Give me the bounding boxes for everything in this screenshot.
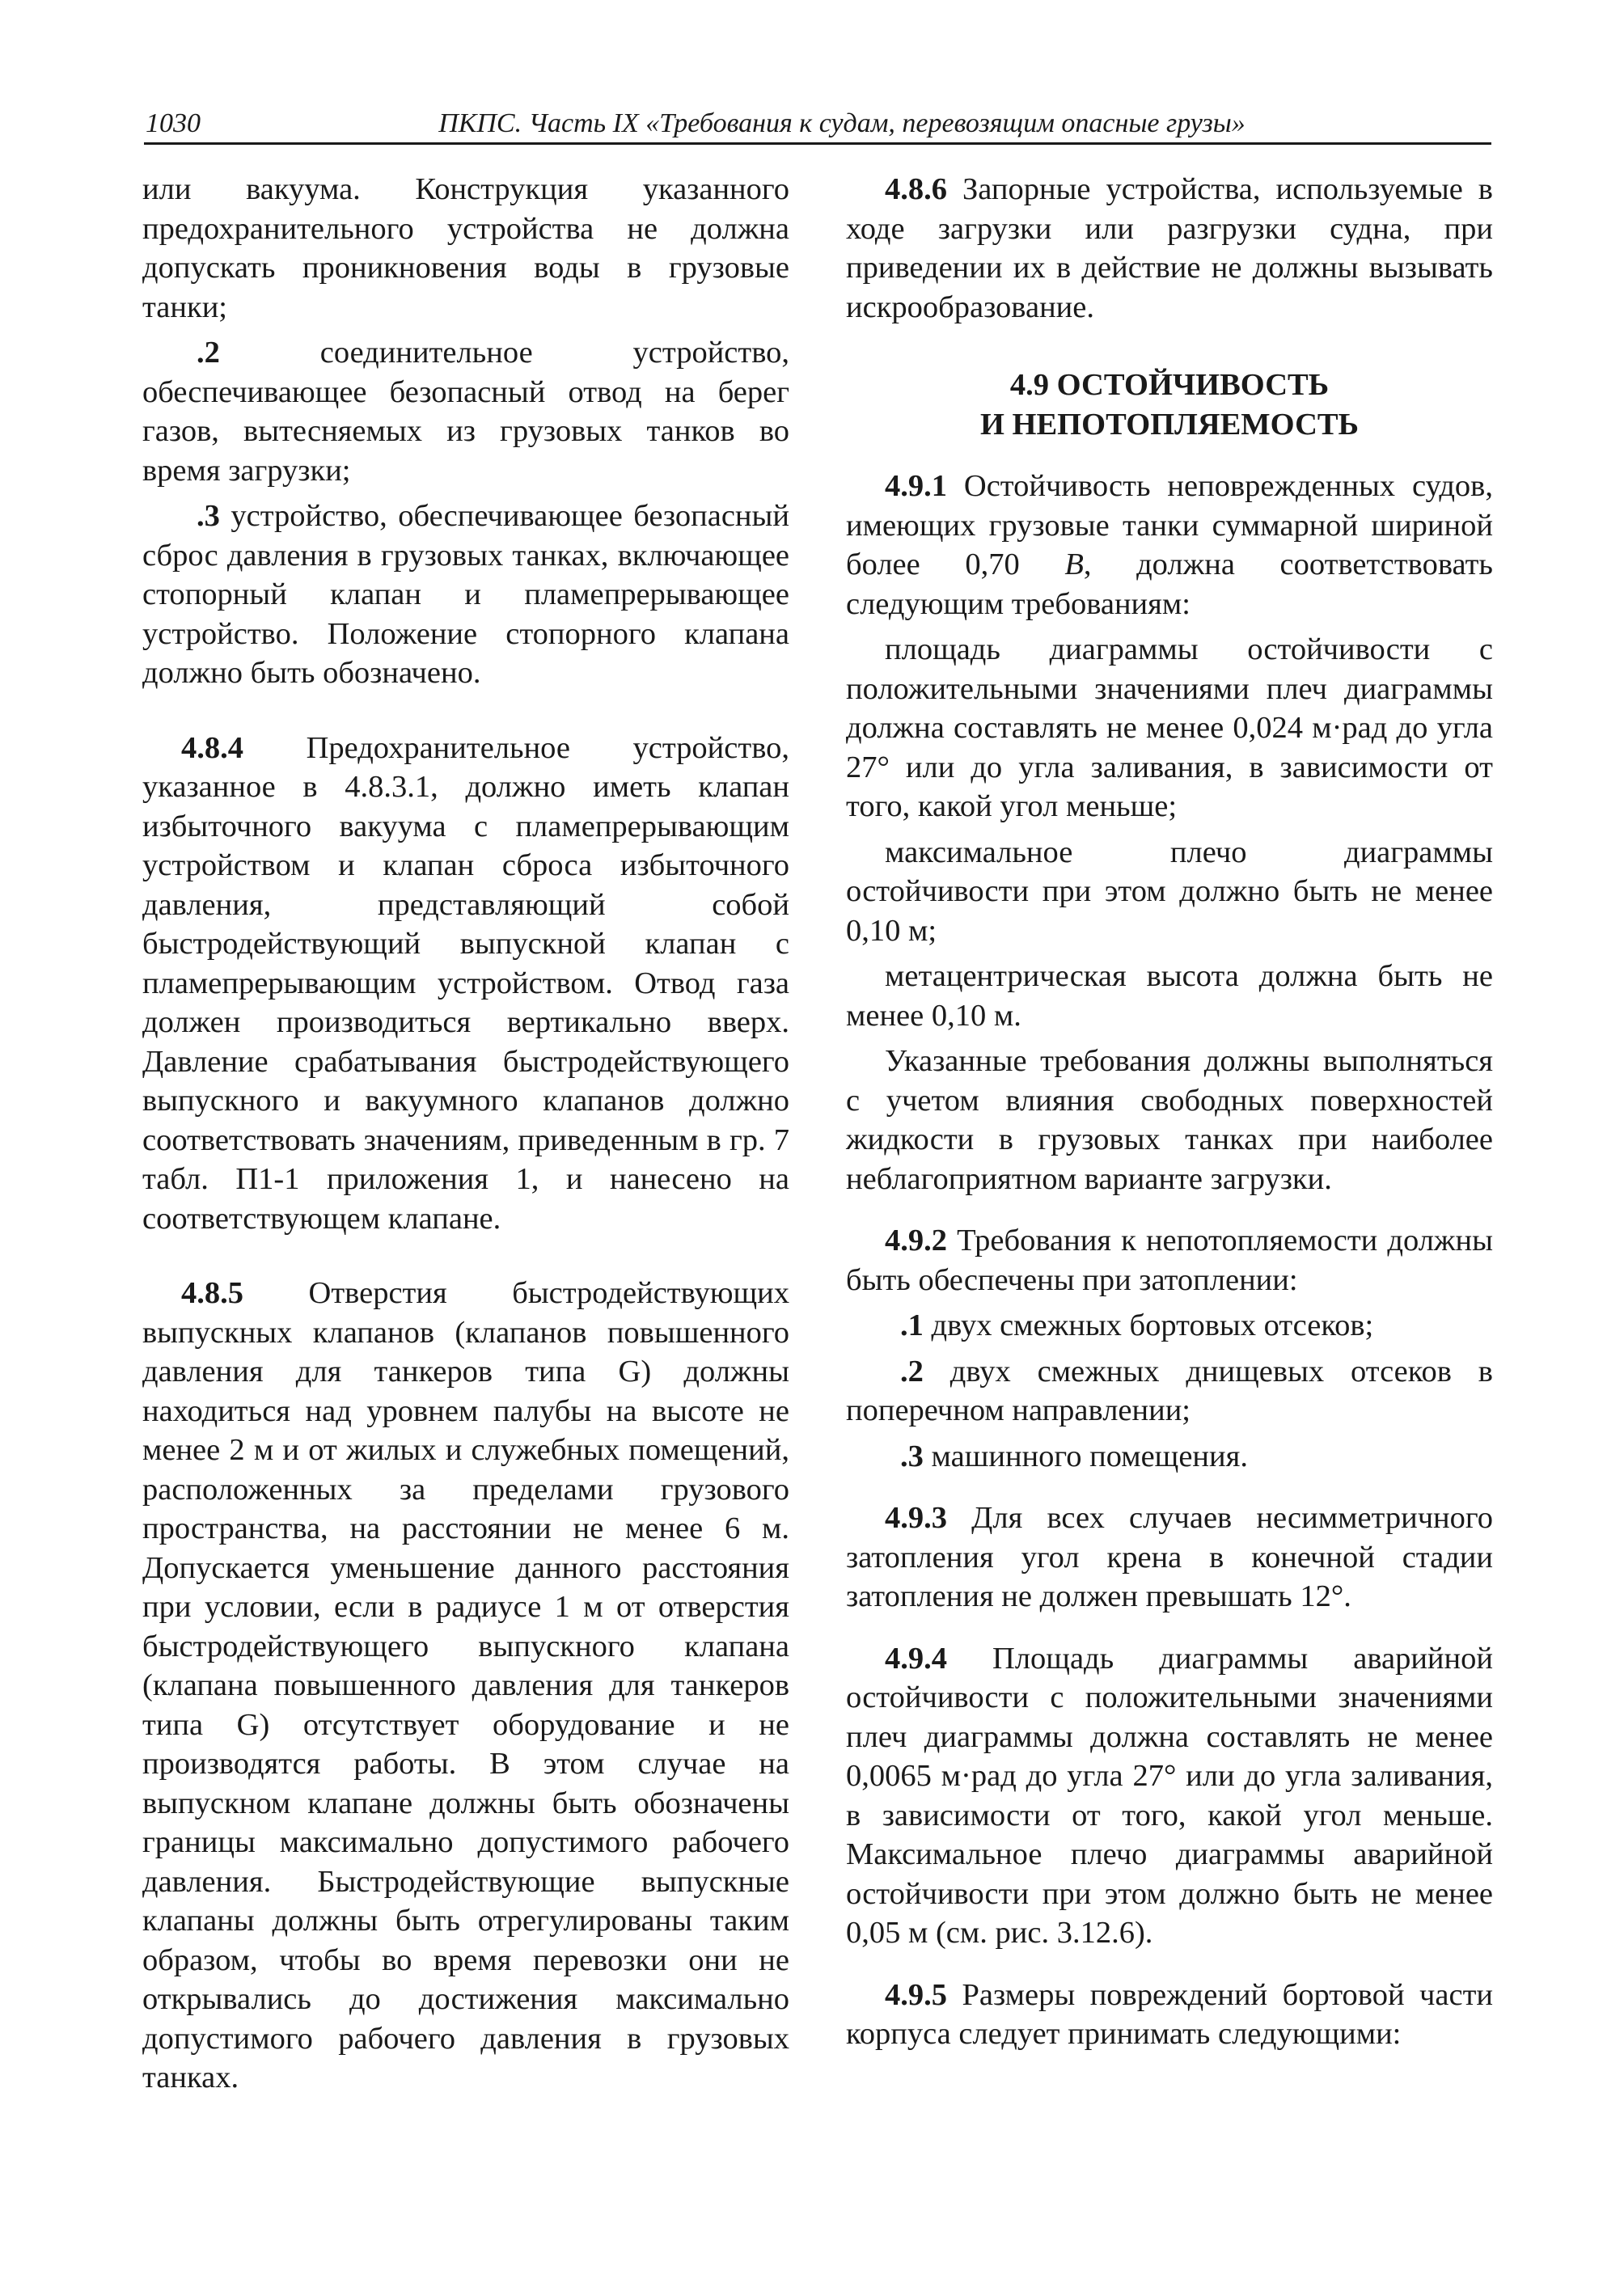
requirement: максимальное плечо диаграммы остойчивости при этом должно быть не менее 0,10 м; [846, 835, 1493, 948]
section-number: 4.9.1 [885, 469, 947, 503]
item-text: соединительное устройство, обеспечивающее безопасный отвод на берег газов, вытесняемых из грузовых танков во время загрузки; [142, 336, 789, 488]
item-number: .3 [197, 499, 220, 533]
section-number: 4.9.5 [885, 1977, 947, 2012]
section-4-9-4 [846, 1639, 1493, 1953]
section-text: Запорные устройства, используемые в ходе загрузки или разгрузки судна, при приведении их в действие не должны вызывать искрообразование. [846, 172, 1493, 324]
section-text: , должна соответствовать следующим требованиям: [846, 547, 1493, 621]
item-number: .1 [900, 1308, 924, 1342]
section-number: 4.9.4 [885, 1641, 947, 1676]
section-text: Предохранительное устройство, указанное в 4.8.3.1, должно иметь клапан избыточного вакуума с пламепрерывающим устройством и клапан сброса избыточного давления, представляющий собой быстродействующий выпускной клапан с пламепрерывающим устройством. Отвод газа должен производиться вертикально вверх. Давление срабатывания быстродействующего выпускного и вакуумного клапанов должно соответствовать значениям, приведенным в гр. 7 табл. П1-1 приложения 1, и нанесено на соответствующем клапане. [142, 730, 789, 1236]
variable-b: B [1064, 547, 1084, 581]
section-4-9-3 [846, 1498, 1493, 1617]
section-number: 4.8.4 [181, 730, 243, 765]
section-text: Требования к непотопляемости должны быть обеспечены при затоплении: [846, 1224, 1493, 1297]
section-text: Отверстия быстродействующих выпускных клапанов (клапанов повышенного давления для танкеров типа G) должны находиться над уровнем палубы на высоте не менее 2 м и от жилых и служебных помещений, расположенных за пределами грузового пространства, на расстоянии не менее 6 м. Допускается уменьшение данного расстояния при условии, если в радиусе 1 м от отверстия быстродействующего выпускного клапана (клапана повышенного давления для танкеров типа G) отсутствует оборудование и не производятся работы. В этом случае на выпускном клапане должны быть обозначены границы максимально допустимого рабочего давления. Быстродействующие выпускные клапаны должны быть отрегулированы таким образом, чтобы во время перевозки они не открывались до достижения максимально допустимого рабочего давления в грузовых танках. [142, 1276, 789, 2094]
list-item [142, 497, 789, 693]
section-heading [846, 366, 1493, 444]
section-text: Остойчивость неповрежденных судов, имеющих грузовые танки суммарной шириной более 0,70 [846, 469, 1493, 581]
item-text: двух смежных днищевых отсеков в поперечном направлении; [846, 1354, 1493, 1427]
item-number: .2 [900, 1354, 924, 1389]
heading-line: 4.9 ОСТОЙЧИВОСТЬ [1009, 368, 1330, 402]
paragraph: или вакуума. Конструкция указанного предохранительного устройства не должна допускать проникновения воды в грузовые танки; [142, 172, 789, 324]
requirement: Указанные требования должны выполняться с учетом влияния свободных поверхностей жидкости в грузовых танках при наиболее неблагоприятном варианте загрузки. [846, 1044, 1493, 1196]
heading-line: И НЕПОТОПЛЯЕМОСТЬ [979, 407, 1359, 442]
item-text: машинного помещения. [923, 1439, 1248, 1473]
section-text: Размеры повреждений бортовой части корпуса следует принимать следующими: [846, 1977, 1493, 2051]
section-4-9-5 [846, 1976, 1493, 2054]
list-item [846, 1306, 1493, 1346]
section-4-8-5 [142, 1274, 789, 2098]
list-item [846, 1437, 1493, 1477]
list-item [846, 1352, 1493, 1431]
section-text: Площадь диаграммы аварийной остойчивости с положительными значениями плеч диаграммы должна составлять не менее 0,0065 м·рад до угла 27° или до угла заливания, в зависимости от того, какой угол меньше. Максимальное плечо диаграммы аварийной остойчивости при этом должно быть не менее 0,05 м (см. рис. 3.12.6). [846, 1641, 1493, 1950]
item-text: устройство, обеспечивающее безопасный сброс давления в грузовых танках, включающее стопорный клапан и пламепрерывающее устройство. Положение стопорного клапана должно быть обозначено. [142, 499, 789, 690]
section-4-8-4 [142, 729, 789, 1239]
requirement: метацентрическая высота должна быть не менее 0,10 м. [846, 959, 1493, 1033]
page-number: 1030 [146, 108, 201, 138]
section-4-9-2 [846, 1221, 1493, 1300]
list-item [142, 333, 789, 490]
item-number: .3 [900, 1439, 924, 1473]
item-text: двух смежных бортовых отсеков; [923, 1308, 1374, 1342]
running-title: ПКПС. Часть IX «Требования к судам, перевозящим опасные грузы» [438, 108, 1245, 138]
section-number: 4.9.3 [885, 1501, 947, 1535]
requirement: площадь диаграммы остойчивости с положительными значениями плеч диаграммы должна составлять не менее 0,024 м·рад до угла 27° или до угла заливания, в зависимости от того, какой угол меньше; [846, 632, 1493, 823]
section-text: Для всех случаев несимметричного затопления угол крена в конечной стадии затопления не должен превышать 12°. [846, 1501, 1493, 1613]
page-header [144, 104, 1491, 145]
section-number: 4.9.2 [885, 1224, 947, 1258]
left-column [142, 170, 789, 2098]
section-number: 4.8.5 [181, 1276, 243, 1310]
section-4-8-6 [846, 170, 1493, 327]
section-number: 4.8.6 [885, 172, 947, 206]
section-4-9-1 [846, 467, 1493, 623]
item-number: .2 [197, 336, 220, 370]
right-column [846, 170, 1493, 2054]
